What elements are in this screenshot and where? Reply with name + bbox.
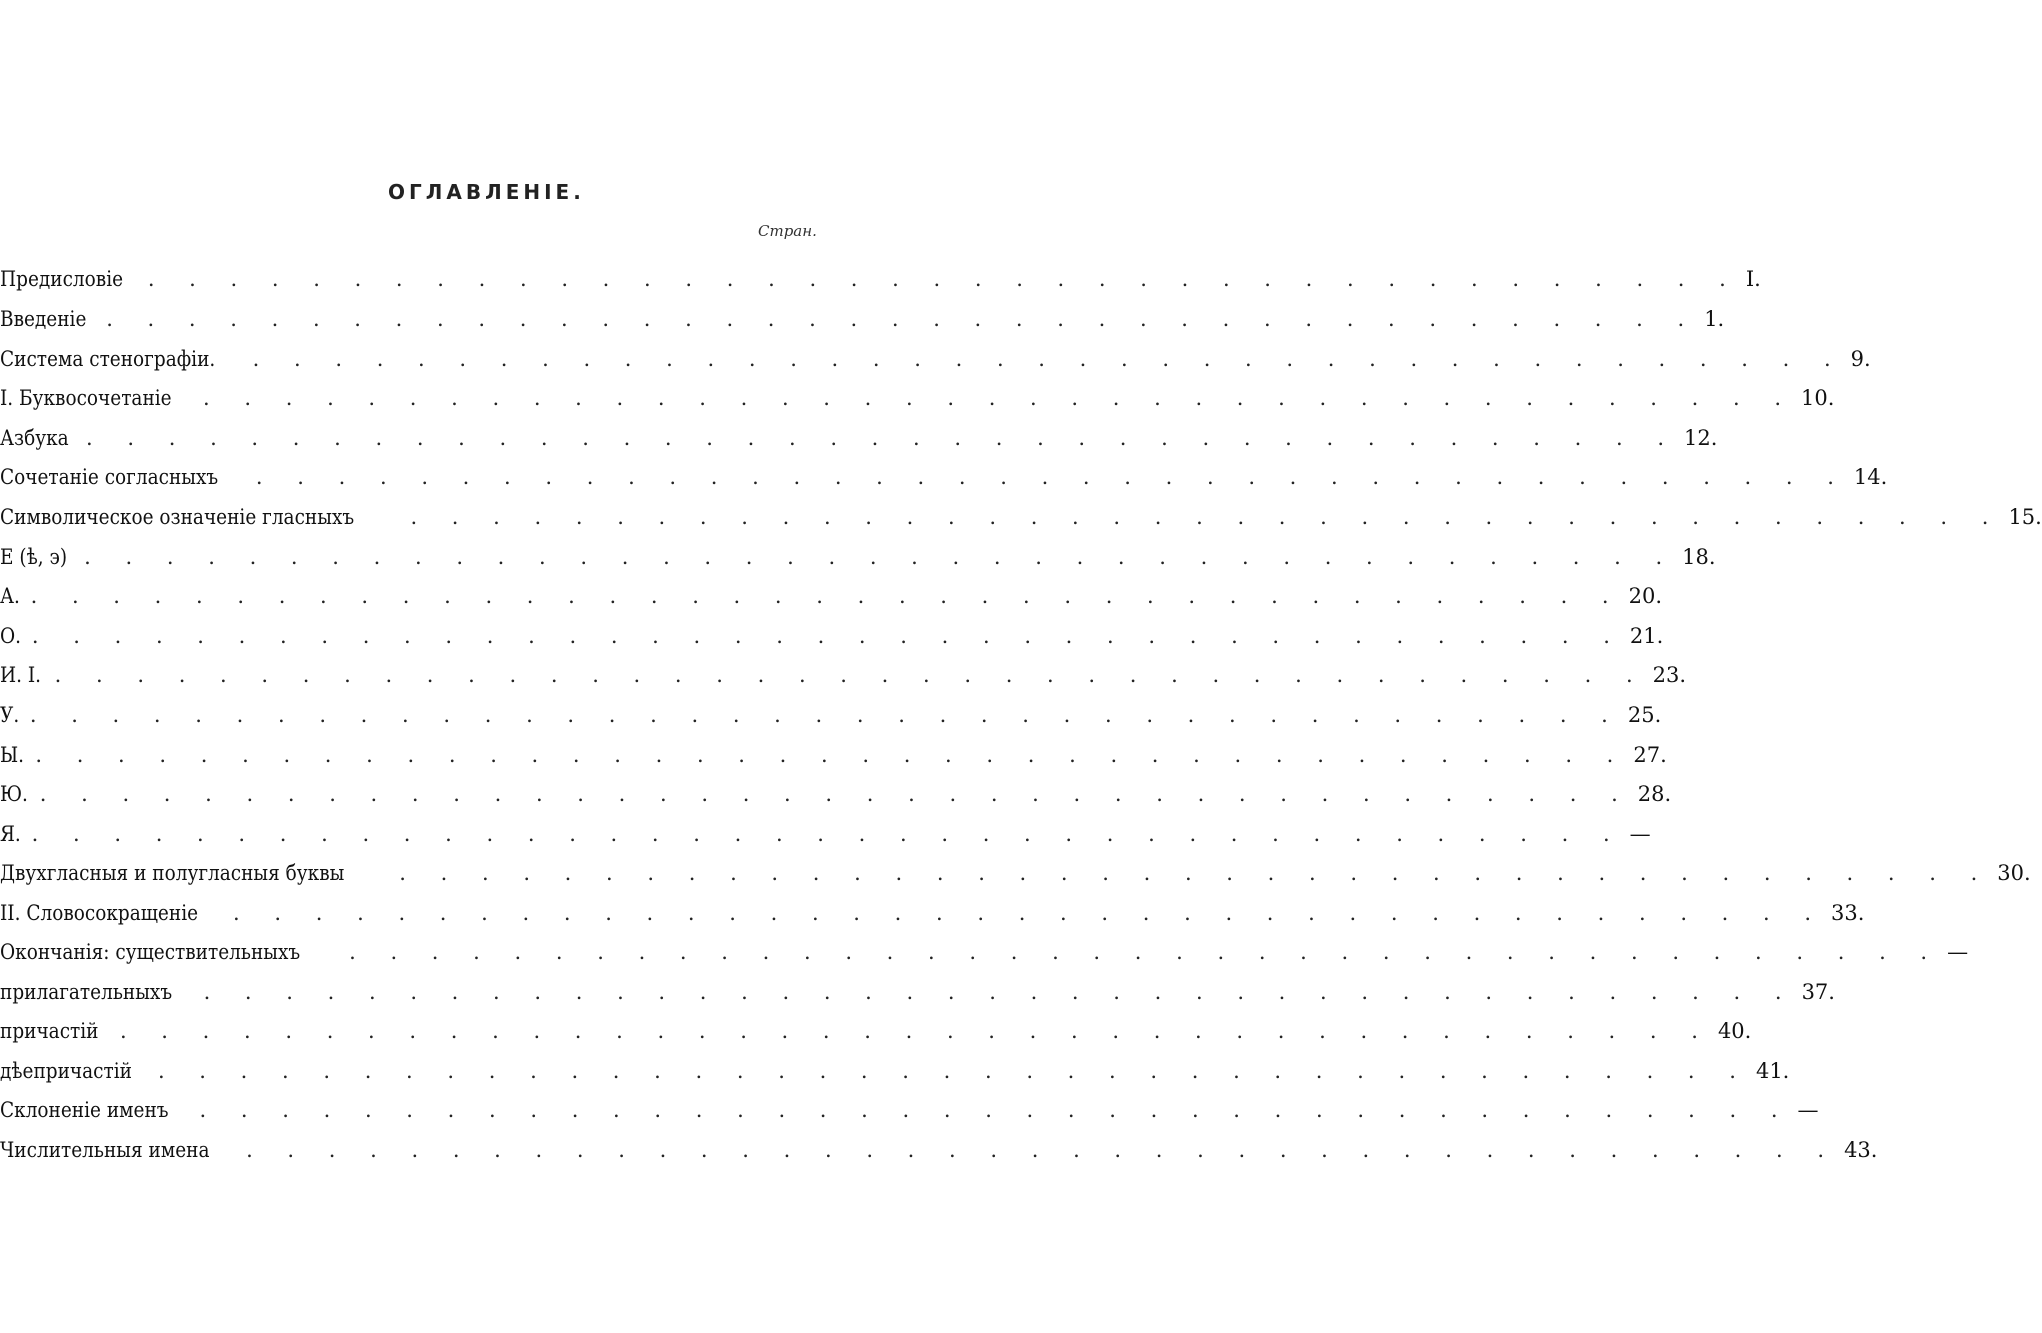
toc-entry-page: 18.: [1682, 545, 1716, 569]
page-column-header: Стран.: [758, 222, 817, 240]
leader-dots: . . . . . . . . . . . . . . . . . . . . . . . . . . . . . . . . . . . . . . .: [157, 1059, 1750, 1083]
toc-entry-page: 27.: [1633, 743, 1667, 767]
toc-entry-page: 9.: [1850, 347, 1871, 371]
toc-entry-page: —: [1797, 1098, 1819, 1122]
toc-entry: [0, 896, 1865, 930]
toc-entry-label: Ю.: [0, 782, 28, 806]
toc-entry-label: Символическое означеніе гласныхъ: [0, 505, 355, 529]
leader-dots: . . . . . . . . . . . . . . . . . . . . . . . . . . . . . . . . . . . . . . .: [35, 743, 1628, 767]
toc-entry-label: Сочетаніе согласныхъ: [0, 465, 219, 489]
toc-entry-page: —: [1947, 940, 1969, 964]
leader-dots: . . . . . . . . . . . . . . . . . . . . . . . . . . . . . . . . . . . . . . .: [54, 663, 1647, 687]
toc-entry-page: 30.: [1997, 861, 2031, 885]
toc-entry-page: 15.: [2008, 505, 2042, 529]
toc-entry: [0, 1054, 1790, 1088]
toc-entry: [0, 500, 2042, 534]
toc-entry: [0, 1093, 1819, 1127]
toc-entry-label: Предисловіе: [0, 267, 124, 291]
toc-entry: [0, 738, 1667, 772]
toc-entry: [0, 698, 1662, 732]
toc-entry-label: II. Словосокращеніе: [0, 901, 199, 925]
toc-entry-label: I. Буквосочетаніе: [0, 386, 172, 410]
leader-dots: . . . . . . . . . . . . . . . . . . . . . . . . . . . . . . . . . . . . . . .: [233, 901, 1826, 925]
toc-entry-label: И. I.: [0, 663, 42, 687]
toc-entry-label: Система стенографіи.: [0, 347, 216, 371]
toc-entry-label: Введеніе: [0, 307, 87, 331]
toc-entry-page: —: [1629, 822, 1651, 846]
toc-entry: [0, 975, 1835, 1009]
leader-dots: . . . . . . . . . . . . . . . . . . . . . . . . . . . . . . . . . . . . . . .: [30, 584, 1623, 608]
toc-entry-label: Числительныя имена: [0, 1138, 210, 1162]
leader-dots: . . . . . . . . . . . . . . . . . . . . . . . . . . . . . . . . . . . . . . .: [203, 980, 1796, 1004]
leader-dots: . . . . . . . . . . . . . . . . . . . . . . . . . . . . . . . . . . . . . . .: [106, 307, 1699, 331]
leader-dots: . . . . . . . . . . . . . . . . . . . . . . . . . . . . . . . . . . . . . . .: [84, 545, 1677, 569]
toc-entry-page: 21.: [1629, 624, 1664, 648]
leader-dots: . . . . . . . . . . . . . . . . . . . . . . . . . . . . . . . . . . . . . . .: [246, 1138, 1839, 1162]
toc-entry-label: Е (ѣ, э): [0, 545, 68, 569]
toc-entry: [0, 817, 1651, 851]
toc-entry: [0, 658, 1687, 692]
toc-entry-page: 25.: [1627, 703, 1662, 727]
leader-dots: . . . . . . . . . . . . . . . . . . . . . . . . . . . . . . . . . . . . . . .: [255, 465, 1848, 489]
leader-dots: . . . . . . . . . . . . . . . . . . . . . . . . . . . . . . . . . . . . . . .: [410, 505, 2003, 529]
page-title: ОГЛАВЛЕНIЕ.: [388, 180, 585, 204]
toc-entry-label: Двухгласныя и полугласныя буквы: [0, 861, 345, 885]
toc-entry-label: У.: [0, 703, 20, 727]
leader-dots: . . . . . . . . . . . . . . . . . . . . . . . . . . . . . . . . . . . . . . .: [119, 1019, 1712, 1043]
toc-entry-page: I.: [1745, 267, 1761, 291]
toc-entry-page: 1.: [1704, 307, 1725, 331]
toc-entry: [0, 460, 1888, 494]
toc-entry: [0, 777, 1672, 811]
toc-entry-page: 41.: [1755, 1059, 1790, 1083]
toc-entry: [0, 540, 1716, 574]
toc-entry-page: 33.: [1831, 901, 1865, 925]
toc-entry-page: 14.: [1853, 465, 1888, 489]
toc-entry: [0, 1014, 1752, 1048]
toc-entry-page: 12.: [1684, 426, 1718, 450]
leader-dots: . . . . . . . . . . . . . . . . . . . . . . . . . . . . . . . . . . . . . . .: [203, 386, 1796, 410]
toc-entry: [0, 342, 1871, 376]
toc-entry-label: Окончанія: существительныхъ: [0, 940, 301, 964]
toc-entry-label: Склоненіе именъ: [0, 1098, 169, 1122]
toc-entry-label: А.: [0, 584, 20, 608]
leader-dots: . . . . . . . . . . . . . . . . . . . . . . . . . . . . . . . . . . . . . . .: [39, 782, 1632, 806]
toc-entry-page: 20.: [1628, 584, 1662, 608]
leader-dots: . . . . . . . . . . . . . . . . . . . . . . . . . . . . . . . . . . . . . . .: [199, 1098, 1792, 1122]
toc-entry-page: 40.: [1717, 1019, 1752, 1043]
toc-entry-page: 10.: [1801, 386, 1835, 410]
toc-entry-label: Азбука: [0, 426, 69, 450]
toc-entry: [0, 302, 1725, 336]
toc-entry-label: причастій: [0, 1019, 99, 1043]
leader-dots: . . . . . . . . . . . . . . . . . . . . . . . . . . . . . . . . . . . . . . .: [147, 267, 1740, 291]
toc-entry: [0, 1133, 1878, 1167]
toc-entry: [0, 579, 1662, 613]
toc-entry: [0, 262, 1761, 296]
toc-entry-page: 23.: [1652, 663, 1687, 687]
toc-entry: [0, 421, 1718, 455]
toc-entry: [0, 935, 1969, 969]
leader-dots: . . . . . . . . . . . . . . . . . . . . . . . . . . . . . . . . . . . . . . .: [349, 940, 1942, 964]
toc-entry: [0, 856, 2031, 890]
toc-entry: [0, 619, 1664, 653]
toc-entry-label: Ы.: [0, 743, 25, 767]
leader-dots: . . . . . . . . . . . . . . . . . . . . . . . . . . . . . . . . . . . . . . .: [252, 347, 1845, 371]
toc-entry-page: 43.: [1844, 1138, 1878, 1162]
toc-entry-label: Я.: [0, 822, 21, 846]
toc-entry-label: дѣепричастій: [0, 1059, 132, 1083]
leader-dots: . . . . . . . . . . . . . . . . . . . . . . . . . . . . . . . . . . . . . . .: [399, 861, 1992, 885]
toc-entry-label: прилагательныхъ: [0, 980, 173, 1004]
leader-dots: . . . . . . . . . . . . . . . . . . . . . . . . . . . . . . . . . . . . . . .: [86, 426, 1679, 450]
leader-dots: . . . . . . . . . . . . . . . . . . . . . . . . . . . . . . . . . . . . . . .: [29, 703, 1622, 727]
toc-entry-page: 28.: [1637, 782, 1672, 806]
leader-dots: . . . . . . . . . . . . . . . . . . . . . . . . . . . . . . . . . . . . . . .: [31, 822, 1624, 846]
toc-entry-label: О.: [0, 624, 22, 648]
leader-dots: . . . . . . . . . . . . . . . . . . . . . . . . . . . . . . . . . . . . . . .: [31, 624, 1624, 648]
toc-entry: [0, 381, 1835, 415]
toc-entry-page: 37.: [1801, 980, 1835, 1004]
